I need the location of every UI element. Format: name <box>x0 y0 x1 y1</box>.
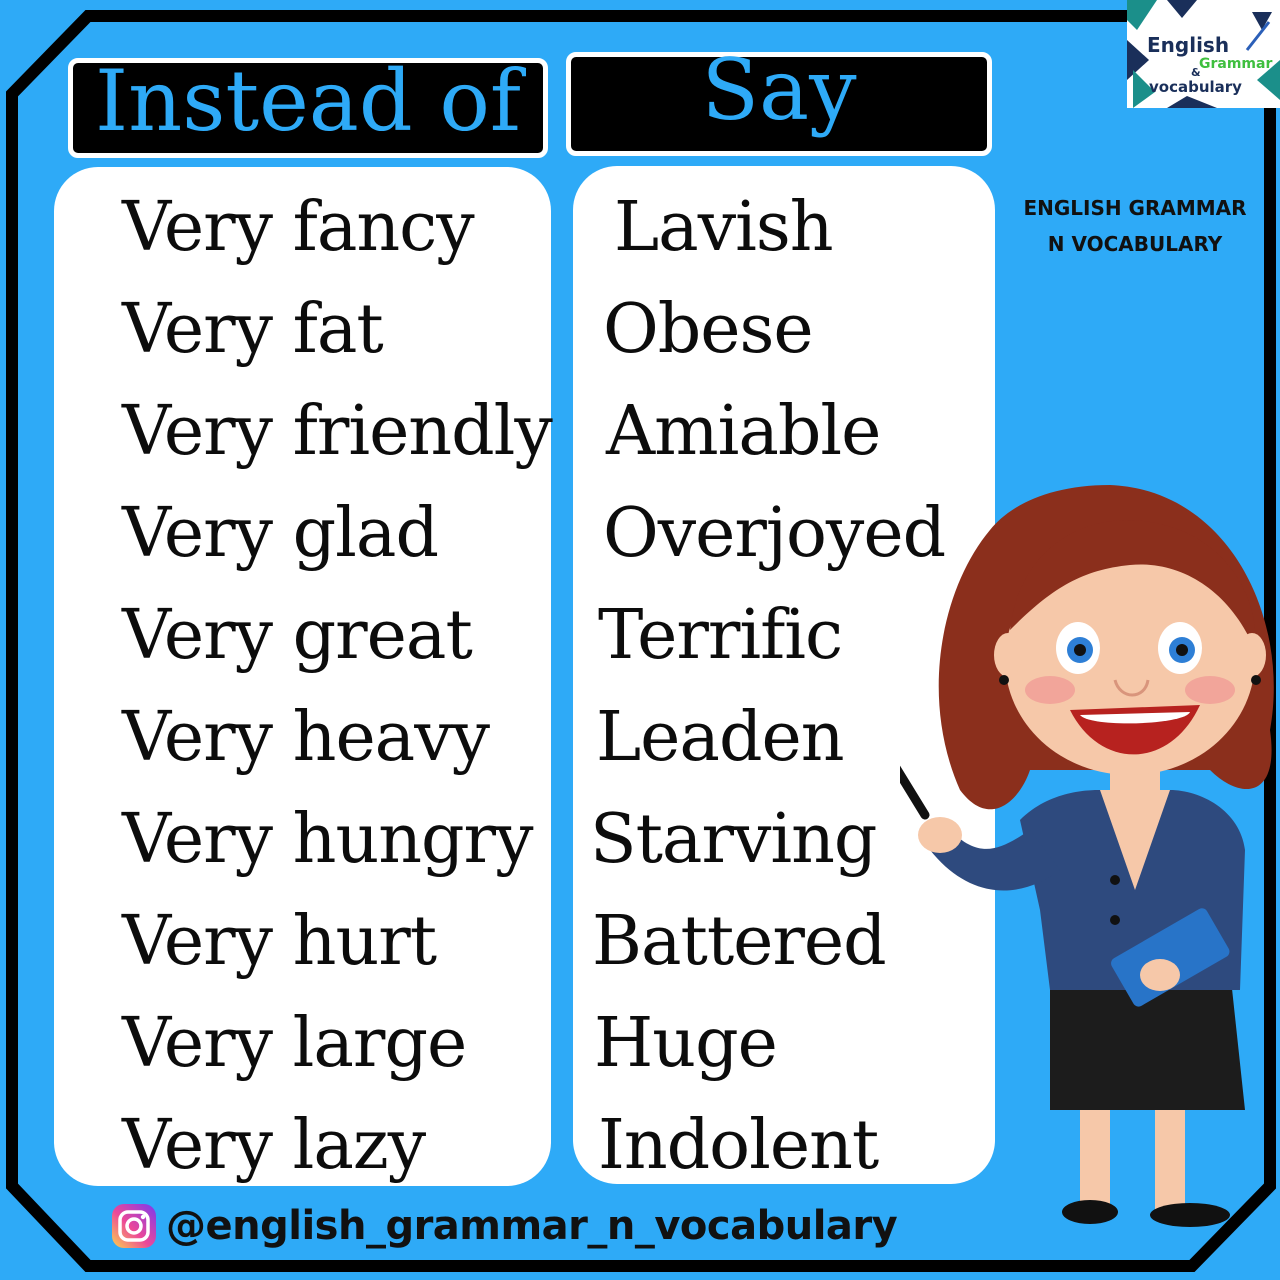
say-word: Leaden <box>596 698 844 777</box>
instead-word: Very glad <box>122 494 438 573</box>
instead-word: Very lazy <box>122 1106 426 1185</box>
pen-icon <box>1247 22 1269 50</box>
say-word: Overjoyed <box>603 494 946 573</box>
logo-word-3: vocabulary <box>1149 78 1242 96</box>
handle-text[interactable]: @english_grammar_n_vocabulary <box>166 1203 898 1249</box>
say-word: Amiable <box>606 392 881 471</box>
instead-of-label: Instead of <box>94 52 522 150</box>
right-shoe <box>1150 1203 1230 1227</box>
say-header <box>566 41 992 156</box>
instagram-handle[interactable] <box>110 1202 897 1250</box>
instagram-icon <box>110 1202 158 1250</box>
say-word: Terrific <box>598 596 843 675</box>
left-hand <box>918 817 962 853</box>
instead-word: Very friendly <box>122 392 552 471</box>
instead-of-header <box>68 52 548 158</box>
instead-word: Very fat <box>122 290 383 369</box>
logo-word-1: English <box>1147 33 1230 57</box>
brand-line-2: N VOCABULARY <box>1047 232 1223 256</box>
say-word: Starving <box>590 800 877 879</box>
brand-logo <box>1127 0 1280 108</box>
say-word: Huge <box>594 1004 777 1083</box>
say-label: Say <box>701 41 857 139</box>
brand-caption <box>1000 190 1270 262</box>
logo-word-2: Grammar <box>1199 56 1273 72</box>
say-word: Indolent <box>598 1106 879 1185</box>
right-hand <box>1140 959 1180 991</box>
teacher-illustration <box>900 470 1280 1250</box>
logo-amp: & <box>1191 66 1201 79</box>
instead-word: Very fancy <box>122 188 474 267</box>
say-word: Battered <box>592 902 886 981</box>
instead-word: Very large <box>122 1004 467 1083</box>
logo-graphic <box>1127 0 1280 108</box>
instead-word: Very hungry <box>122 800 533 879</box>
left-shoe <box>1062 1200 1118 1224</box>
say-word: Obese <box>603 290 813 369</box>
instead-word: Very great <box>122 596 472 675</box>
instead-word: Very heavy <box>122 698 490 777</box>
pointer-stick <box>900 660 925 815</box>
instead-word: Very hurt <box>122 902 437 981</box>
brand-line-1: ENGLISH GRAMMAR <box>1023 196 1247 220</box>
say-word: Lavish <box>614 188 833 267</box>
